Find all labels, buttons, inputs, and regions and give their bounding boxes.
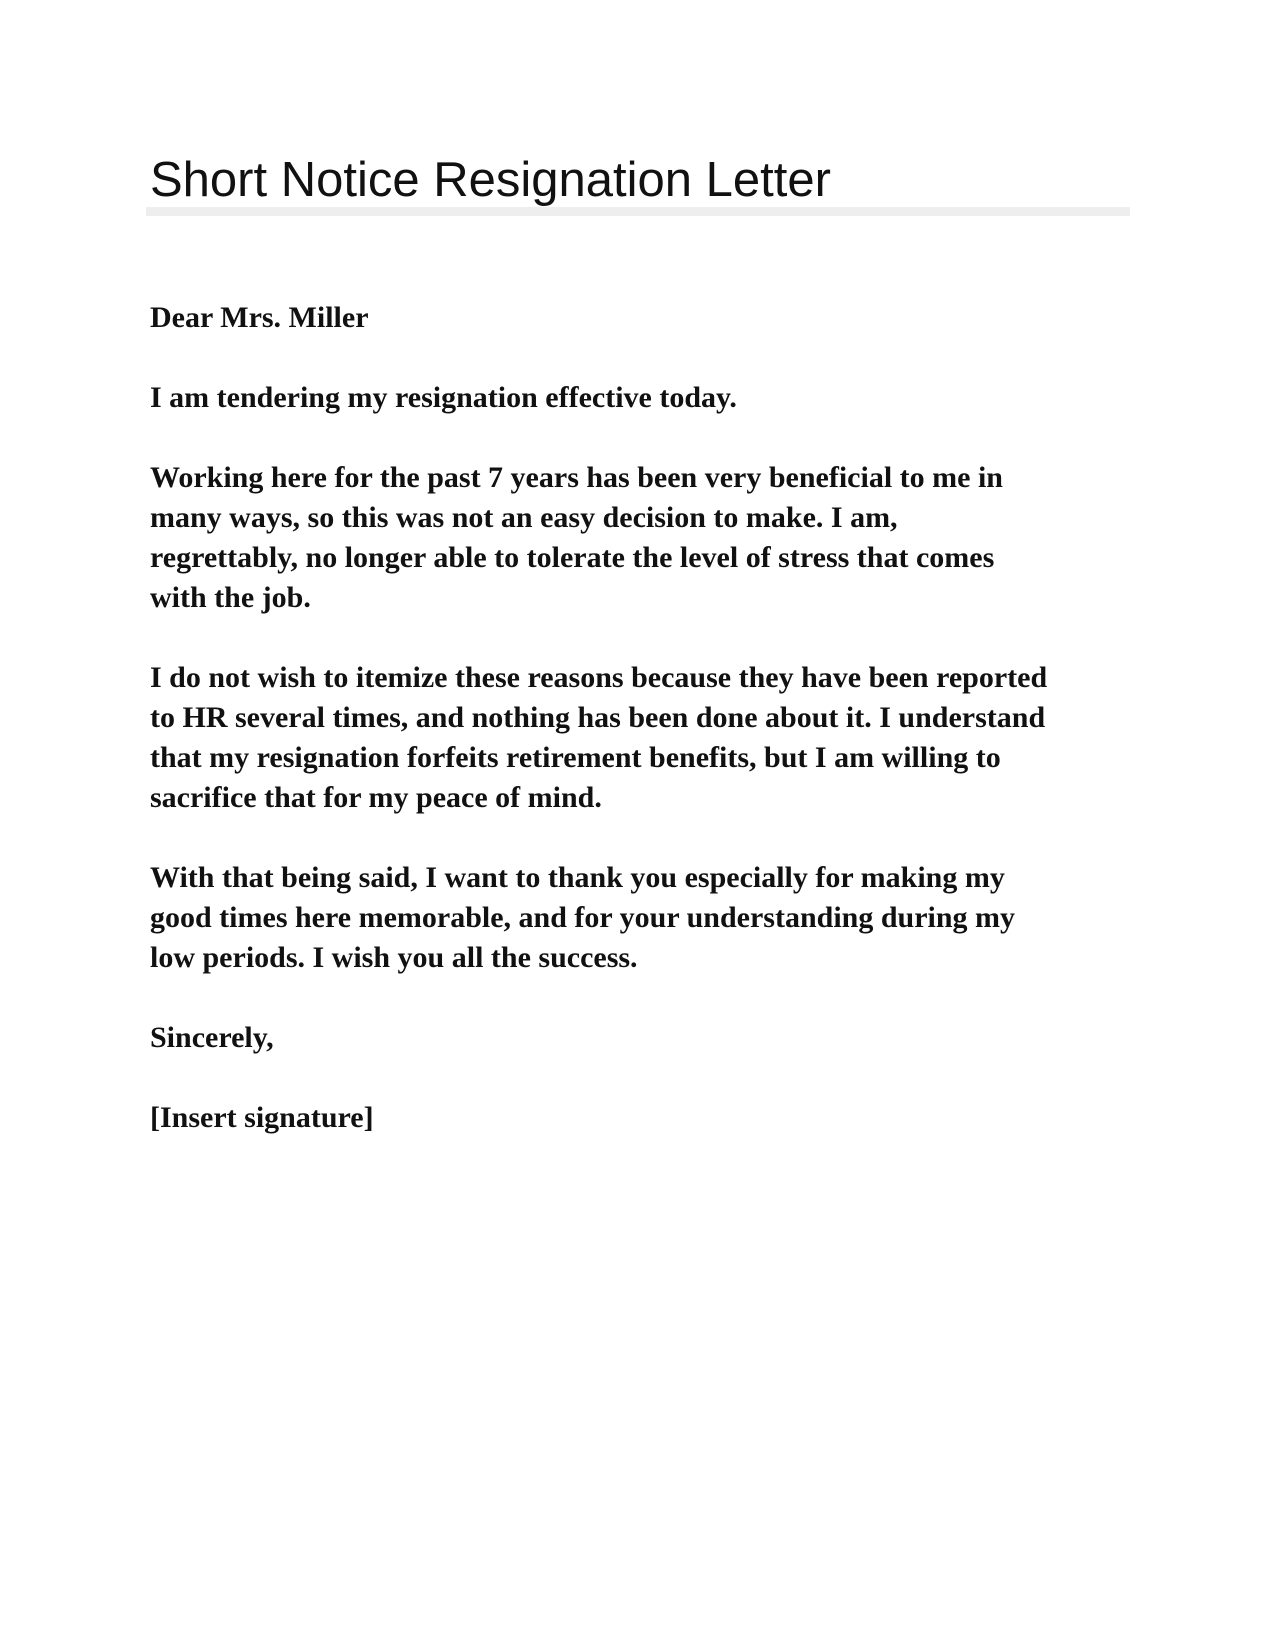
paragraph-line: to HR several times, and nothing has been done about it. I understand (150, 701, 1046, 734)
title-underline (146, 207, 1130, 216)
paragraph-line: many ways, so this was not an easy decision to make. I am, (150, 501, 898, 534)
paragraph-line: With that being said, I want to thank you especially for making my (150, 861, 1005, 894)
paragraph-line: I do not wish to itemize these reasons because they have been reported (150, 661, 1048, 694)
paragraph-line: good times here memorable, and for your understanding during my (150, 901, 1016, 934)
paragraph-line: sacrifice that for my peace of mind. (150, 781, 602, 814)
salutation: Dear Mrs. Miller (150, 301, 369, 334)
paragraph-line: that my resignation forfeits retirement benefits, but I am willing to (150, 741, 1001, 774)
paragraph-line: low periods. I wish you all the success. (150, 941, 638, 974)
closing: Sincerely, (150, 1021, 274, 1054)
paragraph-2 (150, 458, 1125, 618)
letter-body (150, 298, 1125, 1178)
paragraph-line: with the job. (150, 581, 311, 614)
paragraph-3 (150, 658, 1125, 818)
signature-placeholder: [Insert signature] (150, 1101, 374, 1134)
paragraph-1 (150, 378, 1125, 418)
paragraph-line: I am tendering my resignation effective today. (150, 381, 737, 414)
paragraph-4 (150, 858, 1125, 978)
paragraph-line: regrettably, no longer able to tolerate the level of stress that comes (150, 541, 995, 574)
document-title: Short Notice Resignation Letter (150, 153, 831, 207)
paragraph-line: Working here for the past 7 years has been very beneficial to me in (150, 461, 1003, 494)
